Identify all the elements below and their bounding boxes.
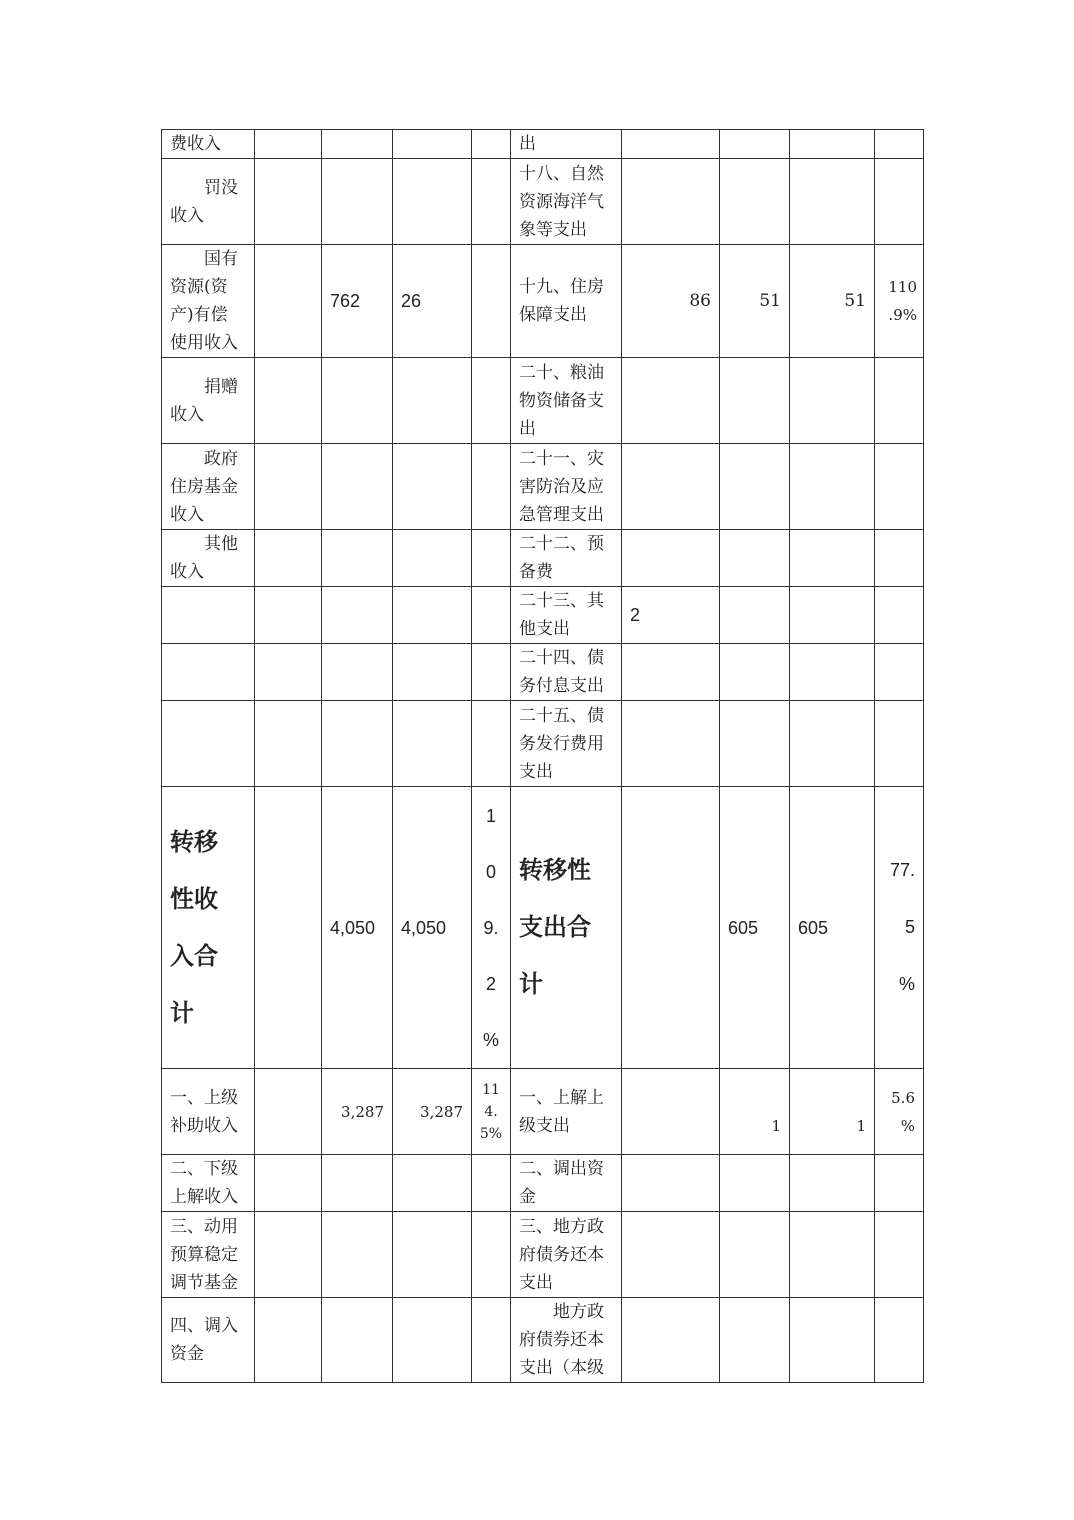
- table-row: [162, 1212, 924, 1298]
- income-item-label: 二、下级 上解收入: [162, 1155, 255, 1212]
- transfer-income-value: 4,050: [393, 787, 472, 1069]
- table-row: [162, 1155, 924, 1212]
- expense-item-label: 十九、住房 保障支出: [511, 245, 622, 358]
- table-row: [162, 530, 924, 587]
- income-item-label: 国有 资源(资 产)有偿 使用收入: [162, 245, 255, 358]
- transfer-total-row: [162, 787, 924, 1069]
- income-item-label: 其他 收入: [162, 530, 255, 587]
- transfer-expense-value: 605: [790, 787, 875, 1069]
- transfer-expense-value: 605: [720, 787, 790, 1069]
- income-value: 762: [322, 245, 393, 358]
- income-item-label: 三、动用 预算稳定 调节基金: [162, 1212, 255, 1298]
- income-value: 3,287: [393, 1069, 472, 1155]
- expense-item-label: 二十一、灾 害防治及应 急管理支出: [511, 444, 622, 530]
- expense-value: 86: [622, 245, 720, 358]
- expense-item-label: 地方政 府债券还本 支出（本级: [511, 1298, 622, 1383]
- transfer-income-total-label: 转移 性收 入合 计: [162, 787, 255, 1069]
- transfer-income-percent: 1 0 9. 2 %: [472, 787, 511, 1069]
- expense-item-label: 十八、自然 资源海洋气 象等支出: [511, 159, 622, 245]
- expense-value: 1: [720, 1069, 790, 1155]
- expense-value: 51: [790, 245, 875, 358]
- table-row: [162, 1069, 924, 1155]
- table-row: [162, 644, 924, 701]
- expense-item-label: 二十五、债 务发行费用 支出: [511, 701, 622, 787]
- table-row: [162, 587, 924, 644]
- income-item-label: 罚没 收入: [162, 159, 255, 245]
- expense-item-label: 二十三、其 他支出: [511, 587, 622, 644]
- table-row: [162, 701, 924, 787]
- income-value: 3,287: [322, 1069, 393, 1155]
- expense-percent: 5.6 %: [875, 1069, 924, 1155]
- expense-item-label: 二十二、预 备费: [511, 530, 622, 587]
- table-row: [162, 130, 924, 159]
- transfer-expense-percent: 77. 5 %: [875, 787, 924, 1069]
- income-percent: 11 4. 5%: [472, 1069, 511, 1155]
- table-row: [162, 245, 924, 358]
- income-item-label: 捐赠 收入: [162, 358, 255, 444]
- transfer-expense-total-label: 转移性 支出合 计: [511, 787, 622, 1069]
- expense-item-label: 出: [511, 130, 622, 159]
- income-value: 26: [393, 245, 472, 358]
- table-row: [162, 444, 924, 530]
- expense-item-label: 二十、粮油 物资储备支 出: [511, 358, 622, 444]
- expense-percent: 110 .9%: [875, 245, 924, 358]
- budget-table: [161, 129, 924, 1383]
- table-row: [162, 159, 924, 245]
- transfer-income-value: 4,050: [322, 787, 393, 1069]
- table-row: [162, 1298, 924, 1383]
- income-item-label: 四、调入 资金: [162, 1298, 255, 1383]
- table-row: [162, 358, 924, 444]
- expense-value: 51: [720, 245, 790, 358]
- expense-item-label: 二、调出资 金: [511, 1155, 622, 1212]
- expense-value: 1: [790, 1069, 875, 1155]
- expense-item-label: 三、地方政 府债务还本 支出: [511, 1212, 622, 1298]
- expense-item-label: 二十四、债 务付息支出: [511, 644, 622, 701]
- income-item-label: 政府 住房基金 收入: [162, 444, 255, 530]
- expense-item-label: 一、上解上 级支出: [511, 1069, 622, 1155]
- income-item-label: 一、上级 补助收入: [162, 1069, 255, 1155]
- expense-value: 2: [622, 587, 720, 644]
- income-item-label: 费收入: [162, 130, 255, 159]
